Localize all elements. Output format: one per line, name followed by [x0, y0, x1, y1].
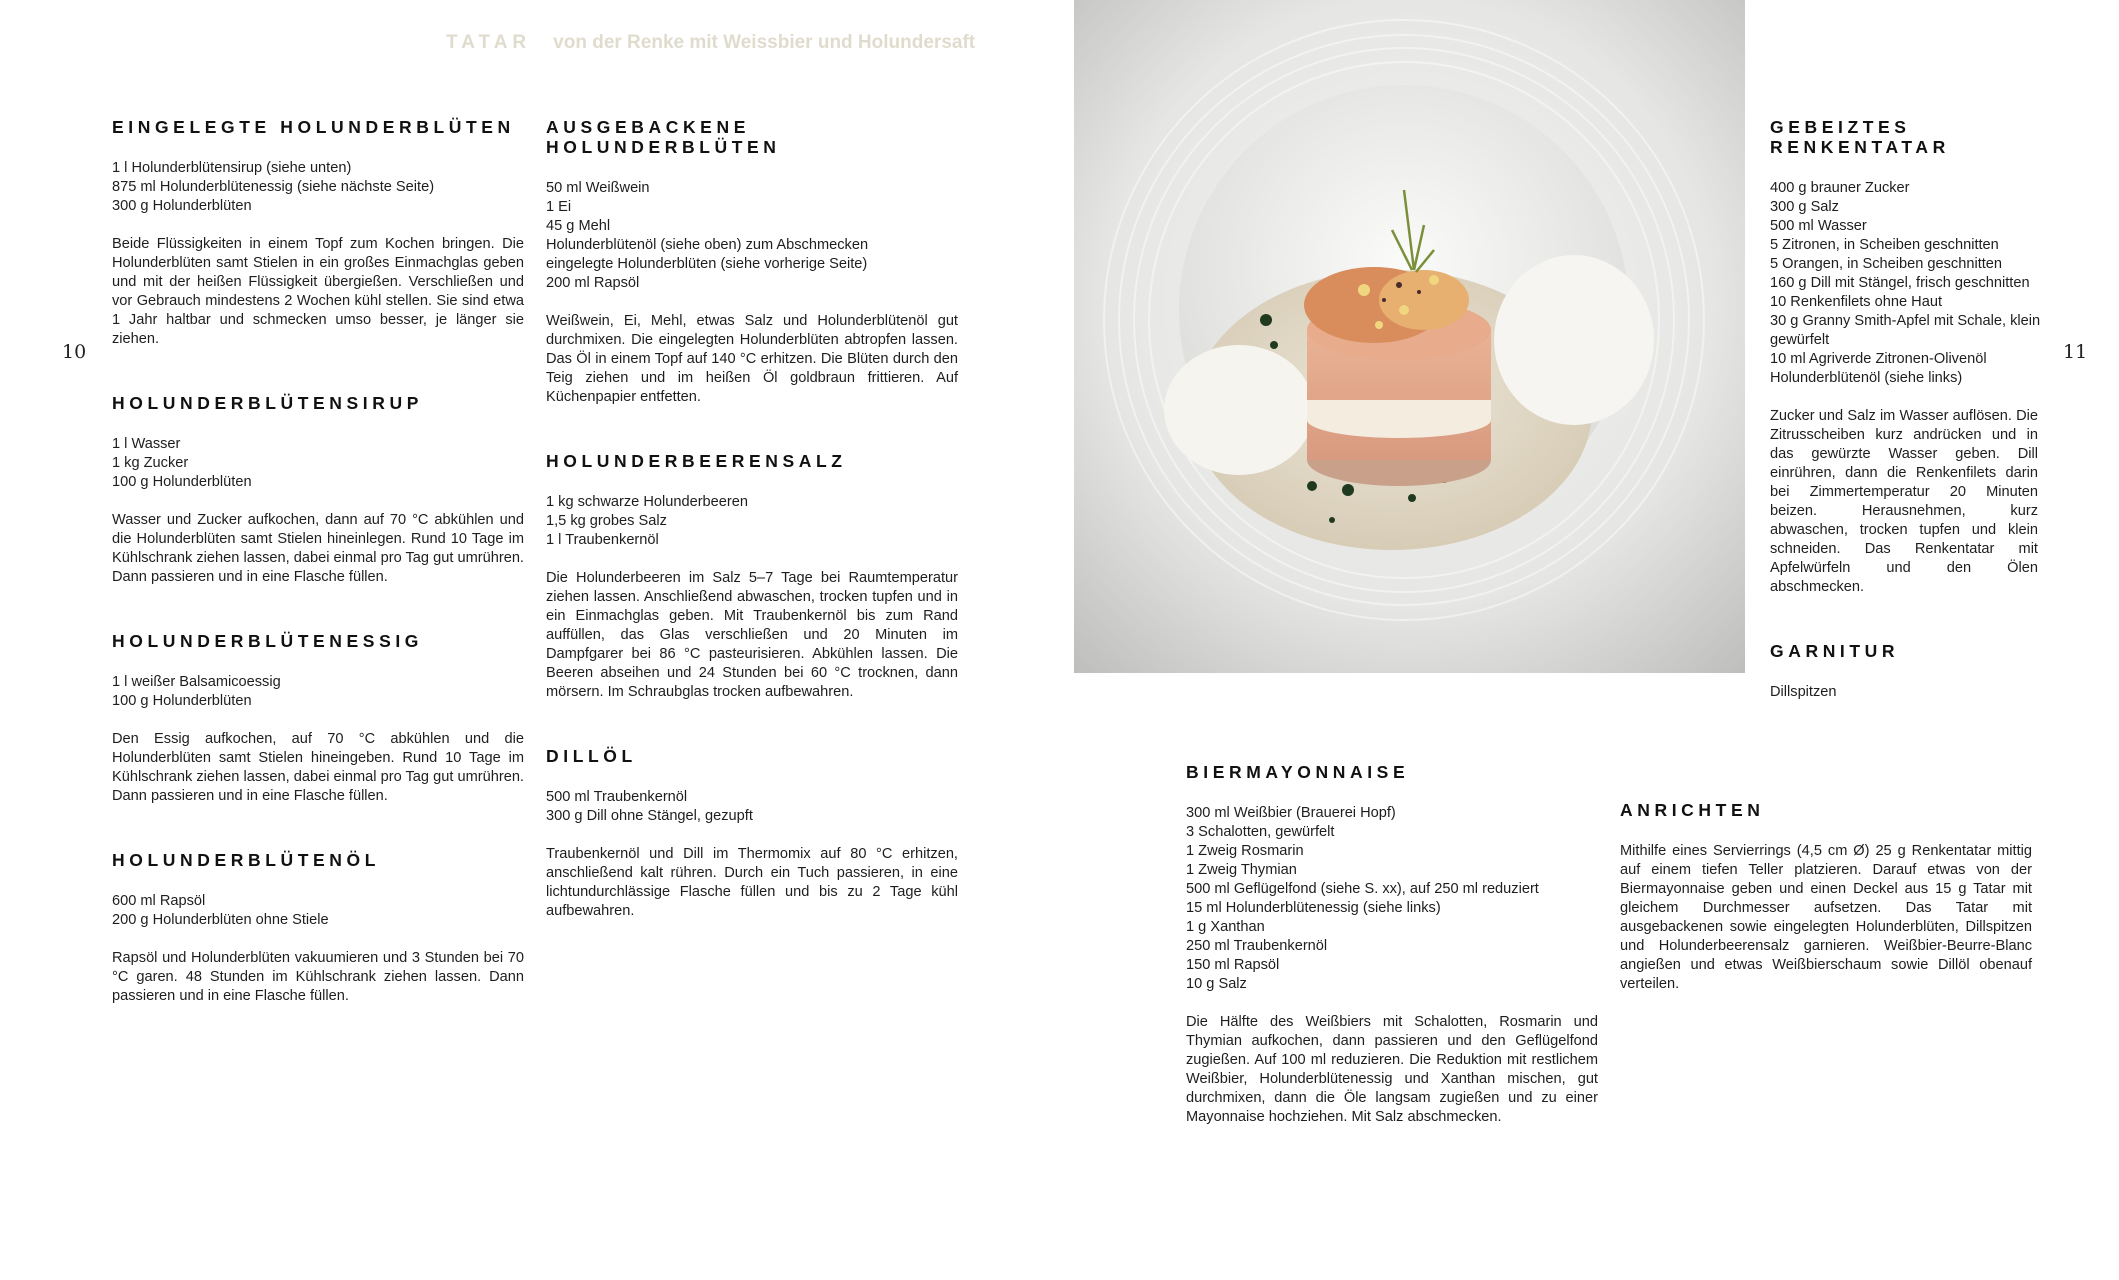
- ingredient: 1 kg Zucker: [112, 455, 189, 471]
- ingredient-list: [1186, 804, 1598, 994]
- section-dilloel: [546, 746, 958, 921]
- ingredient: 30 g Granny Smith-Apfel mit Schale, klein: [1770, 313, 2041, 329]
- ingredient: 1 Zweig Thymian: [1186, 862, 1297, 878]
- ingredient: 5 Zitronen, in Scheiben geschnitten: [1770, 237, 1999, 253]
- page-number-left: 10: [62, 341, 87, 363]
- section-title: BIERMAYONNAISE: [1186, 762, 1410, 782]
- ingredient: 500 ml Traubenkernöl: [546, 789, 688, 805]
- ingredient: 200 g Holunderblüten ohne Stiele: [112, 912, 329, 928]
- ingredient: 100 g Holunderblüten: [112, 474, 252, 490]
- ingredient: 1,5 kg grobes Salz: [546, 513, 667, 529]
- ingredient: 1 Zweig Rosmarin: [1186, 843, 1304, 859]
- section-title: DILLÖL: [546, 746, 637, 766]
- section-title: HOLUNDERBLÜTENESSIG: [112, 631, 424, 651]
- section-anrichten: [1620, 800, 2032, 994]
- instructions: Beide Flüssigkeiten in einem Topf zum Kochen bringen. Die Holunderblüten samt Stielen in ein großes Einmachglas geben und mit der heißen Flüssigkeit übergießen. Verschließen und vor Gebrauch mindestens 2 Wochen kühl stellen. Sie sind etwa 1 Jahr haltbar und schmecken umso besser, je länger sie ziehen.: [112, 236, 524, 347]
- section-garnitur: [1770, 641, 2038, 702]
- ingredient: 250 ml Traubenkernöl: [1186, 938, 1328, 954]
- section-title: AUSGEBACKENE HOLUNDERBLÜTEN: [546, 117, 781, 157]
- section-title: GARNITUR: [1770, 641, 1900, 661]
- section-title: HOLUNDERBEERENSALZ: [546, 451, 847, 471]
- ingredient: eingelegte Holunderblüten (siehe vorherige Seite): [546, 256, 868, 272]
- ingredient: 1 l weißer Balsamicoessig: [112, 674, 281, 690]
- section-eingelegte: [112, 117, 524, 349]
- ingredient: 5 Orangen, in Scheiben geschnitten: [1770, 256, 2003, 272]
- ingredient: 600 ml Rapsöl: [112, 893, 206, 909]
- section-oel: [112, 850, 524, 1006]
- ingredient: 1 l Holunderblütensirup (siehe unten): [112, 160, 352, 176]
- ingredient: 300 ml Weißbier (Brauerei Hopf): [1186, 805, 1396, 821]
- page-number-right: 11: [2063, 341, 2088, 363]
- column-anrichten: [1620, 800, 2032, 1038]
- ingredient-list: [112, 435, 524, 492]
- ingredient-list: [546, 788, 958, 826]
- section-title: HOLUNDERBLÜTENÖL: [112, 850, 381, 870]
- ingredient: 1 g Xanthan: [1186, 919, 1265, 935]
- ingredient-list: [546, 179, 958, 293]
- ingredient: 400 g brauner Zucker: [1770, 180, 1910, 196]
- ingredient: 875 ml Holunderblütenessig (siehe nächste Seite): [112, 179, 435, 195]
- ingredient: 1 Ei: [546, 199, 572, 215]
- ingredient: 200 ml Rapsöl: [546, 275, 640, 291]
- ingredient: 500 ml Geflügelfond (siehe S. xx), auf 250 ml reduziert: [1186, 881, 1539, 897]
- dish-photo-svg: [1074, 0, 1745, 673]
- ingredient: 300 g Salz: [1770, 199, 1839, 215]
- dish-photo: [1074, 0, 1745, 673]
- ingredient: 100 g Holunderblüten: [112, 693, 252, 709]
- ingredient: gewürfelt: [1770, 332, 1830, 348]
- ingredient: 50 ml Weißwein: [546, 180, 650, 196]
- column-biermayonnaise: [1186, 762, 1598, 1171]
- instructions: Mithilfe eines Servierrings (4,5 cm Ø) 25 g Renkentatar mittig auf einem tiefen Teller platzieren. Darauf etwas von der Biermayonnaise geben und einen Deckel aus 15 g Tatar mit gleichem Durchmesser aufsetzen. Das Tatar mit ausgebackenen sowie eingelegten Holunderblüten, Dillspitzen und Holunderbeerensalz garnieren. Weißbier-Beurre-Blanc angießen und etwas Weißbierschaum sowie Dillöl obenauf verteilen.: [1620, 843, 2032, 992]
- section-title: EINGELEGTE HOLUNDERBLÜTEN: [112, 117, 515, 137]
- ingredient: 500 ml Wasser: [1770, 218, 1867, 234]
- ingredient: 160 g Dill mit Stängel, frisch geschnitten: [1770, 275, 2030, 291]
- running-head-title: von der Renke mit Weissbier und Holundersaft: [553, 32, 976, 53]
- section-biermayonnaise: [1186, 762, 1598, 1127]
- ingredient-list: [112, 673, 524, 711]
- ingredient: 3 Schalotten, gewürfelt: [1186, 824, 1335, 840]
- section-salz: [546, 451, 958, 702]
- instructions: Zucker und Salz im Wasser auflösen. Die Zitrusscheiben kurz andrücken und in das gewürzte Wasser geben. Dill einrühren, dann die Renkenfilets darin bei Zimmertemperatur 20 Minuten beizen. Herausnehmen, kurz abwaschen, trocken tupfen und klein schneiden. Das Renkentatar mit Apfelwürfeln und den Ölen abschmecken.: [1770, 408, 2038, 595]
- ingredient: Holunderblütenöl (siehe oben) zum Abschmecken: [546, 237, 869, 253]
- ingredient: 10 Renkenfilets ohne Haut: [1770, 294, 1942, 310]
- instructions: Den Essig aufkochen, auf 70 °C abkühlen und die Holunderblüten samt Stielen hineingeben. Rund 10 Tage im Kühlschrank ziehen lassen, dabei einmal pro Tag gut umrühren. Dann passieren und in eine Flasche füllen.: [112, 731, 524, 804]
- ingredient-list: [1770, 179, 2041, 388]
- section-ausgebackene: [546, 117, 958, 407]
- ingredient: 1 l Wasser: [112, 436, 181, 452]
- ingredient: 300 g Holunderblüten: [112, 198, 252, 214]
- section-title: ANRICHTEN: [1620, 800, 1765, 820]
- column-1: [112, 117, 524, 1050]
- section-title: [1770, 117, 2038, 157]
- ingredient-list: [112, 892, 524, 930]
- ingredient: 300 g Dill ohne Stängel, gezupft: [546, 808, 753, 824]
- ingredient: 10 g Salz: [1186, 976, 1247, 992]
- running-head-kicker: TATAR: [446, 32, 532, 53]
- ingredient: 1 l Traubenkernöl: [546, 532, 659, 548]
- column-right: [1770, 117, 2041, 746]
- section-title: HOLUNDERBLÜTENSIRUP: [112, 393, 424, 413]
- section-gebeiztes: [1770, 117, 2041, 597]
- running-head: [446, 32, 975, 54]
- section-title-line2: RENKENTATAR: [1770, 137, 1950, 157]
- ingredient-list: [112, 159, 524, 216]
- ingredient: 45 g Mehl: [546, 218, 611, 234]
- ingredient: 150 ml Rapsöl: [1186, 957, 1280, 973]
- instructions: Die Holunderbeeren im Salz 5–7 Tage bei Raumtemperatur ziehen lassen. Anschließend abwaschen, trocken tupfen und in ein Einmachglas geben. Mit Traubenkernöl bis zum Rand auffüllen, das Glas verschließen und 20 Minuten im Dampfgarer bei 86 °C pasteurisieren. Abkühlen lassen. Die Beeren abseihen und 24 Stunden bei 60 °C trocknen, dann mörsern. Im Schraubglas trocken aufbewahren.: [546, 570, 958, 700]
- ingredient: 15 ml Holunderblütenessig (siehe links): [1186, 900, 1441, 916]
- instructions: Rapsöl und Holunderblüten vakuumieren und 3 Stunden bei 70 °C garen. 48 Stunden im Kühlschrank ziehen lassen. Dann passieren und in eine Flasche füllen.: [112, 950, 524, 1004]
- ingredient-list: [1770, 683, 2038, 702]
- instructions: Traubenkernöl und Dill im Thermomix auf 80 °C erhitzen, anschließend kalt rühren. Durch ein Tuch passieren, in eine lichtundurchlässige Flasche füllen und bis zu 2 Tage kühl aufbewahren.: [546, 846, 958, 919]
- ingredient: 10 ml Agriverde Zitronen-Olivenöl: [1770, 351, 1987, 367]
- column-2: [546, 117, 958, 965]
- instructions: Weißwein, Ei, Mehl, etwas Salz und Holunderblütenöl gut durchmixen. Die eingelegten Holunderblüten abtropfen lassen. Das Öl in einem Topf auf 140 °C erhitzen. Die Blüten durch den Teig ziehen und im heißen Öl goldbraun frittieren. Auf Küchenpapier entfetten.: [546, 313, 958, 405]
- ingredient: 1 kg schwarze Holunderbeeren: [546, 494, 748, 510]
- ingredient: Dillspitzen: [1770, 684, 1837, 700]
- instructions: Die Hälfte des Weißbiers mit Schalotten, Rosmarin und Thymian aufkochen, dann passieren und den Geflügelfond zugießen. Auf 100 ml reduzieren. Die Reduktion mit restlichem Weißbier, Holunderblütenessig und Xanthan mischen, gut durchmixen, dann die Öle langsam zugießen und zu einer Mayonnaise hochziehen. Mit Salz abschmecken.: [1186, 1014, 1598, 1125]
- ingredient-list: [546, 493, 958, 550]
- section-essig: [112, 631, 524, 806]
- section-sirup: [112, 393, 524, 587]
- section-title-line1: GEBEIZTES: [1770, 117, 1911, 137]
- instructions: Wasser und Zucker aufkochen, dann auf 70 °C abkühlen und die Holunderblüten samt Stielen hineinlegen. Rund 10 Tage im Kühlschrank ziehen lassen, dabei einmal pro Tag gut umrühren. Dann passieren und in eine Flasche füllen.: [112, 512, 524, 585]
- ingredient: Holunderblütenöl (siehe links): [1770, 370, 1963, 386]
